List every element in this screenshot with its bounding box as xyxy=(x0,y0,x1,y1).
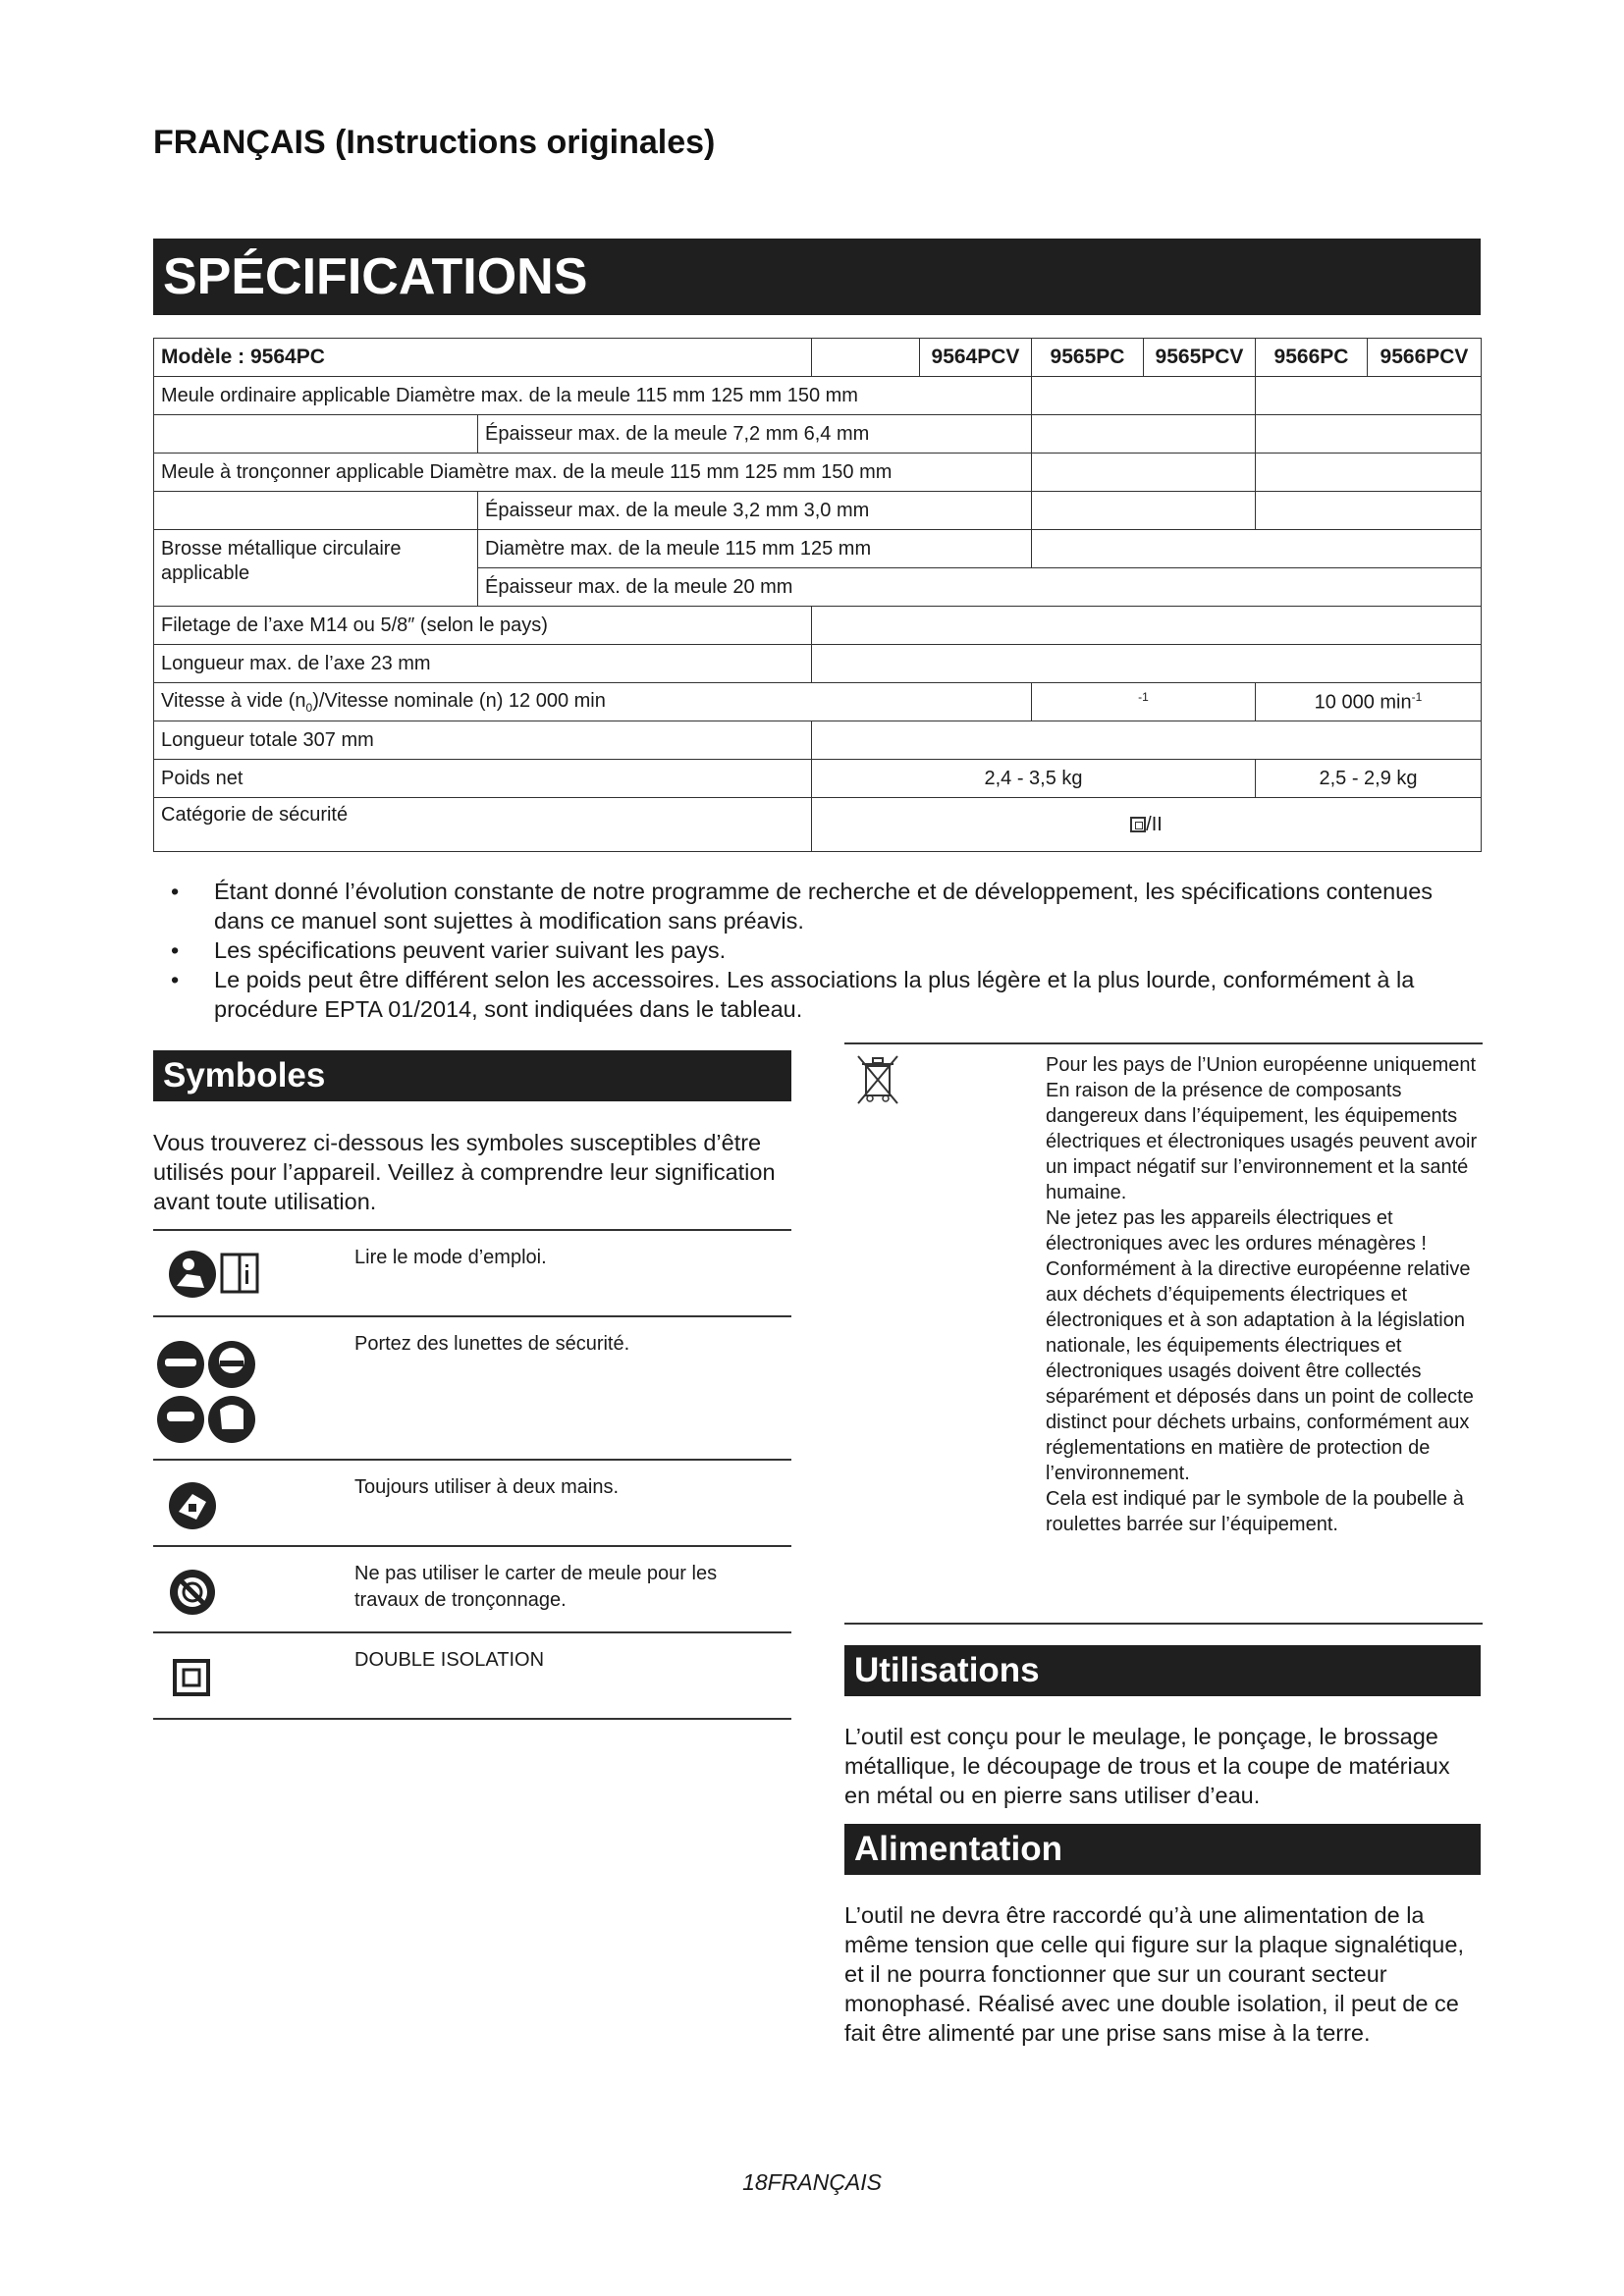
power-text: L’outil ne devra être raccordé qu’à une alimentation de la même tension que celle qui figure sur la plaque signalétique, et il ne pourra fonctionner que sur un courant secteur monophasé. Réalisé avec une double isolation, il peut de ce fait être alimenté par une prise sans mise à la terre. xyxy=(844,1902,1464,2046)
table-row xyxy=(154,454,1482,492)
table-row xyxy=(154,415,1482,454)
list-item xyxy=(153,1315,791,1461)
list-item xyxy=(153,1545,791,1633)
weee-notice xyxy=(844,1042,1483,1535)
table-row xyxy=(154,607,1482,645)
double-insulation-icon xyxy=(1130,817,1146,832)
read-manual-icon xyxy=(153,1231,330,1322)
power-banner: Alimentation xyxy=(844,1824,1481,1875)
table-row xyxy=(154,492,1482,530)
model-label: Modèle : 9564PC xyxy=(154,339,812,377)
usage-text: L’outil est conçu pour le meulage, le ponçage, le brossage métallique, le découpage de trous et la coupe de matériaux en métal ou en pierre sans utiliser d’eau. xyxy=(844,1724,1450,1808)
spec-cell: Vitesse à vide $(n_0)$/Vitesse nominale (n) 12 000 min xyxy=(154,683,1032,721)
spec-cell: Longueur totale 307 mm xyxy=(154,721,812,760)
spec-cell: /II xyxy=(812,798,1482,852)
list-item: • Étant donné l’évolution constante de notre programme de recherche et de développement, les spécifications contenues dans ce manuel sont sujettes à modification sans préavis. xyxy=(171,879,1434,934)
spec-cell: 10 000 $\min^{-1}$ xyxy=(1256,683,1482,721)
two-hands-icon xyxy=(153,1461,330,1552)
page-heading: FRANÇAIS (Instructions originales) xyxy=(153,124,716,161)
table-row xyxy=(154,721,1482,760)
list-item xyxy=(153,1459,791,1547)
spec-cell: Épaisseur max. de la meule 3,2 mm 3,0 mm xyxy=(478,492,1032,530)
table-row xyxy=(154,339,1482,377)
list-item: • Le poids peut être différent selon les accessoires. Les associations la plus légère et la plus lourde, conformément à la procédure EPTA 01/2014, sont indiquées dans le tableau. xyxy=(171,967,1415,1022)
spec-cell: 2,4 - 3,5 kg xyxy=(812,760,1256,798)
spec-cell: Brosse métallique circulaire applicable xyxy=(154,530,478,607)
model-cell: 9565PCV xyxy=(1144,339,1256,377)
spec-cell: Poids net xyxy=(154,760,812,798)
list-item xyxy=(153,1229,791,1317)
spec-cell: Longueur max. de l’axe 23 mm xyxy=(154,645,812,683)
symbols-intro: Vous trouverez ci-dessous les symboles susceptibles d’être utilisés pour l’appareil. Veillez à comprendre leur signification avant toute utilisation. xyxy=(153,1130,776,1214)
spec-cell: Épaisseur max. de la meule 20 mm xyxy=(478,568,1482,607)
symbol-text: Lire le mode d’emploi. xyxy=(354,1247,547,1268)
specifications-table xyxy=(153,338,1482,852)
table-row xyxy=(154,683,1482,721)
spec-cell: 2,5 - 2,9 kg xyxy=(1256,760,1482,798)
divider xyxy=(844,1623,1483,1625)
model-cell: 9565PC xyxy=(1032,339,1144,377)
list-item xyxy=(153,1631,791,1720)
weee-text: Pour les pays de l’Union européenne uniquement En raison de la présence de composants dangereux dans l’équipement, les équipements électriques et électroniques usagés peuvent avoir un impact négatif sur l’environnement et la santé humaine. Ne jetez pas les appareils électriques et électroniques avec les ordures ménagères ! Conformément à la directive européenne relative aux déchets d’équipements électriques et électroniques et à son adaptation à la législation nationale, les équipements électriques et électroniques usagés doivent être collectés séparément et déposés dans un point de collecte distinct pour déchets urbains, conformément aux réglementations en matière de protection de l’environnement. Cela est indiqué par le symbole de la poubelle à roulettes barrée sur l’équipement. xyxy=(1046,1054,1478,1535)
spec-cell: Catégorie de sécurité xyxy=(154,798,812,852)
table-row xyxy=(154,760,1482,798)
page-footer: 18FRANÇAIS xyxy=(742,2169,882,2195)
model-cell: 9566PC xyxy=(1256,339,1368,377)
specifications-banner: SPÉCIFICATIONS xyxy=(153,239,1481,315)
no-cutting-guard-icon xyxy=(153,1547,330,1638)
list-item: • Les spécifications peuvent varier suivant les pays. xyxy=(171,937,727,963)
speed-superscript: -1 xyxy=(1138,689,1149,704)
spec-cell: Diamètre max. de la meule 115 mm 125 mm xyxy=(478,530,1032,568)
symbol-text: Ne pas utiliser le carter de meule pour les travaux de tronçonnage. xyxy=(354,1563,718,1611)
crossed-bin-icon xyxy=(844,1044,1021,1138)
spec-notes xyxy=(153,877,1481,1024)
symbol-text: Toujours utiliser à deux mains. xyxy=(354,1476,620,1498)
double-insulation-icon xyxy=(153,1633,330,1723)
spec-cell: Épaisseur max. de la meule 7,2 mm 6,4 mm xyxy=(478,415,1032,454)
table-row xyxy=(154,645,1482,683)
table-row xyxy=(154,530,1482,568)
symbol-text: DOUBLE ISOLATION xyxy=(354,1649,545,1671)
symbols-banner: Symboles xyxy=(153,1050,791,1101)
spec-cell: Meule à tronçonner applicable Diamètre max. de la meule 115 mm 125 mm 150 mm xyxy=(154,454,1032,492)
table-row xyxy=(154,798,1482,852)
symbol-text: Portez des lunettes de sécurité. xyxy=(354,1333,630,1355)
usage-banner: Utilisations xyxy=(844,1645,1481,1696)
table-row xyxy=(154,377,1482,415)
spec-cell: Filetage de l’axe M14 ou 5/8″ (selon le pays) xyxy=(154,607,812,645)
safety-goggles-icon xyxy=(153,1317,330,1466)
model-cell: 9564PCV xyxy=(920,339,1032,377)
spec-cell: Meule ordinaire applicable Diamètre max. de la meule 115 mm 125 mm 150 mm xyxy=(154,377,1032,415)
model-cell: 9566PCV xyxy=(1368,339,1482,377)
